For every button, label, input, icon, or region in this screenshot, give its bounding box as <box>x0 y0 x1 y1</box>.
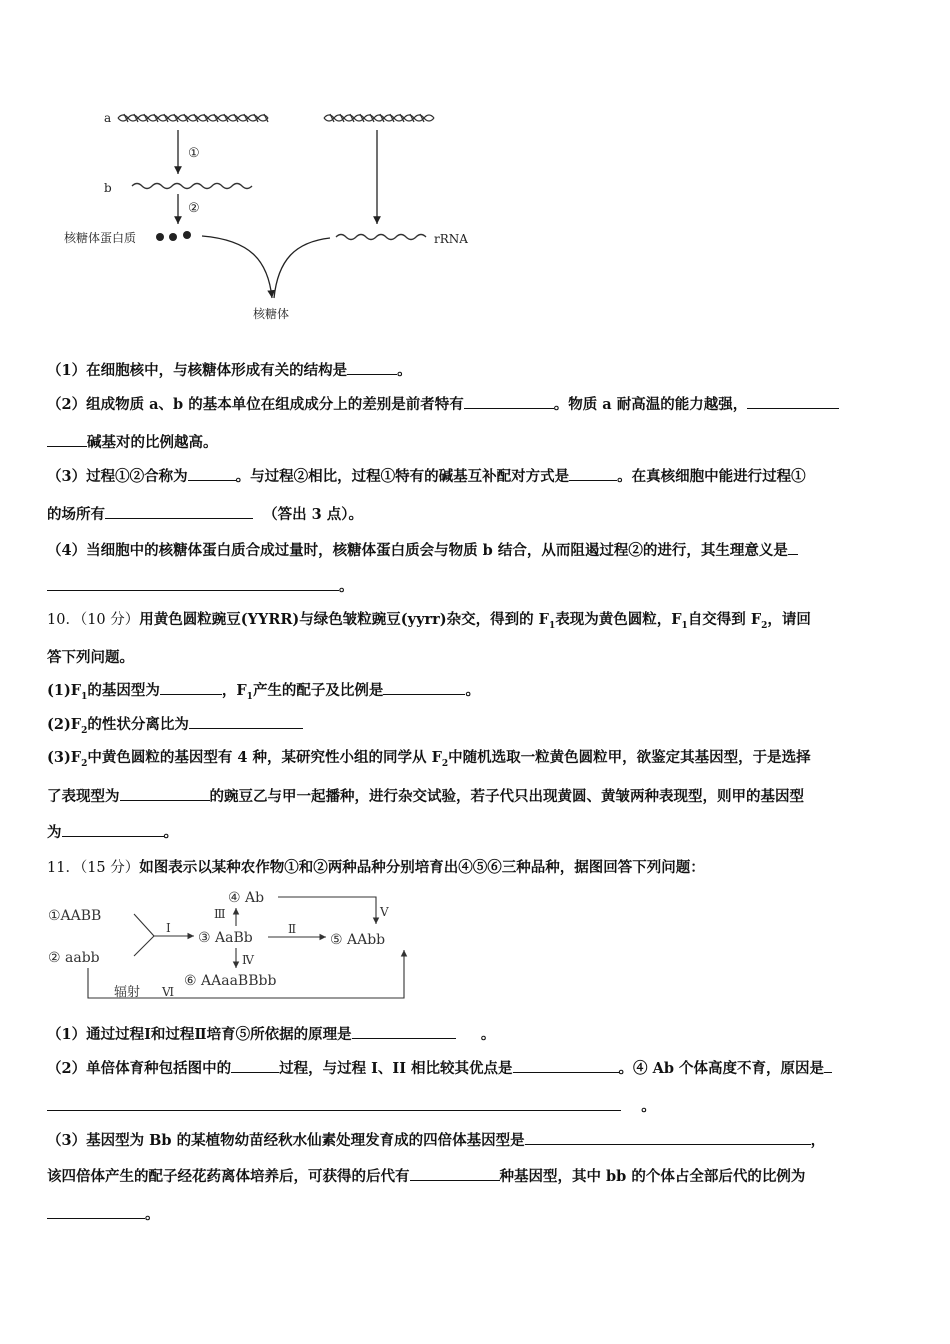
q9-p2-text-c: 碱基对的比例越高。 <box>87 434 218 451</box>
q9-part-1 <box>47 360 906 381</box>
q10-part-3-cont2: 为 。 <box>47 824 178 841</box>
q10-p3-text-d: 了表现型为 <box>47 788 120 805</box>
q9-p4-end: 。 <box>339 578 354 595</box>
q11-part-2: （2）单倍体育种包括图中的 过程，与过程 I、II 相比较其优点是 。④ Ab 个体高度不育，原因是 <box>47 1058 906 1079</box>
rrna-label: rRNA <box>434 232 468 246</box>
q11-intro <box>47 858 906 878</box>
q10-intro-text: 用黄色圆粒豌豆(YYRR)与绿色皱粒豌豆(yyrr)杂交，得到的 $F_1$表现为黄色圆粒，$F_1$自交得到 $F_2$，请回 <box>139 611 811 631</box>
answer-blank[interactable] <box>160 680 222 695</box>
q9-part-4-cont <box>47 576 906 597</box>
answer-blank[interactable] <box>231 1058 279 1073</box>
answer-blank[interactable] <box>569 466 617 481</box>
curve-protein-to-ribosome <box>202 236 272 298</box>
q9-p2-text-a: （2）组成物质 a、b 的基本单位在组成成分上的差别是前者特有 <box>47 396 464 413</box>
answer-blank[interactable] <box>347 360 397 375</box>
answer-blank[interactable] <box>383 680 465 695</box>
answer-blank[interactable] <box>824 1058 832 1073</box>
q9-part-3 <box>47 466 906 487</box>
line-n1 <box>134 914 154 936</box>
q9-part-4 <box>47 540 906 561</box>
q9-p2-text-b: 。物质 a 耐高温的能力越强， <box>553 396 748 413</box>
q11-p3-text: （3）基因型为 Bb 的某植物幼苗经秋水仙素处理发育成的四倍体基因型是 <box>47 1132 525 1149</box>
step-1-label: ① <box>188 146 200 161</box>
q11-number: 11． <box>47 860 80 876</box>
answer-blank[interactable] <box>120 786 210 801</box>
q11-score: （15 分） <box>79 860 140 876</box>
step-1-label: Ⅰ <box>166 921 171 935</box>
q10-part-2: $(2)F_2$的性状分离比为 <box>47 714 906 741</box>
node-1: ①AABB <box>48 908 102 924</box>
answer-blank[interactable] <box>525 1130 811 1145</box>
q11-p1-text: （1）通过过程Ⅰ和过程Ⅱ培育⑤所依据的原理是 <box>47 1026 352 1043</box>
q9-part-2 <box>47 394 906 415</box>
arrow-step-5 <box>278 897 376 924</box>
answer-blank[interactable] <box>105 504 253 519</box>
radiation-label: 辐射 <box>114 985 141 1000</box>
step-2-label: ② <box>188 201 200 216</box>
answer-blank[interactable] <box>410 1166 500 1181</box>
step-3-label: Ⅲ <box>214 907 226 921</box>
protein-dot <box>169 233 177 241</box>
q10-intro <box>47 610 906 636</box>
answer-blank[interactable] <box>188 466 236 481</box>
q9-p4-text-a: （4）当细胞中的核糖体蛋白质合成过量时，核糖体蛋白质会与物质 b 结合，从而阻遏过程②的进行，其生理意义是 <box>47 542 788 559</box>
answer-blank[interactable] <box>62 822 164 837</box>
label-b: b <box>104 181 112 195</box>
answer-blank[interactable] <box>788 540 798 555</box>
q11-p2-text: （2）单倍体育种包括图中的 <box>47 1060 232 1077</box>
protein-dot <box>183 231 191 239</box>
q11-p3-text-c: 该四倍体产生的配子经花药离体培养后，可获得的后代有 <box>47 1168 410 1185</box>
q10-score: （10 分） <box>79 612 140 628</box>
q11-part-2-cont: 。 <box>47 1096 906 1117</box>
q9-p3-text-b: 。与过程②相比，过程①特有的碱基互补配对方式是 <box>235 468 570 485</box>
dna-helix-right <box>324 114 434 122</box>
q10-intro-cont <box>47 648 906 668</box>
step-6-label: Ⅵ <box>162 985 175 999</box>
q10-number: 10． <box>47 612 80 628</box>
q11-part-3-cont: 该四倍体产生的配子经花药离体培养后，可获得的后代有 种基因型，其中 bb 的个体占全部后代的比例为 <box>47 1168 806 1185</box>
q10-p3-text-f: 为 <box>47 824 62 841</box>
line-n2 <box>134 936 154 956</box>
q11-part-3-cont2: 。 <box>47 1204 906 1225</box>
ribosome-formation-diagram <box>64 100 480 332</box>
q9-p1-text: （1）在细胞核中，与核糖体形成有关的结构是 <box>47 362 348 379</box>
q9-part-2-cont <box>47 432 906 453</box>
answer-blank[interactable] <box>47 1096 621 1111</box>
label-a: a <box>104 111 112 125</box>
q10-part-1: $(1)F_1$的基因型为 ，$F_1$产生的配子及比例是 。 <box>47 682 480 702</box>
node-5: ⑤ AAbb <box>330 932 386 948</box>
q10-part-3: $(3)F_2$中黄色圆粒的基因型有 4 种，某研究性小组的同学从 $F_2$中随机选取一粒黄色圆粒甲，欲鉴定其基因型，于是选择 <box>47 749 811 769</box>
step-2-label: Ⅱ <box>288 922 297 936</box>
ribosomal-protein-label: 核糖体蛋白质 <box>64 231 137 245</box>
answer-blank[interactable] <box>47 432 87 447</box>
q9-p3-text-d: 的场所有 <box>47 506 105 523</box>
dna-helix-a <box>118 114 268 122</box>
q9-p1-end: 。 <box>397 362 412 379</box>
breeding-diagram <box>46 888 426 1004</box>
q10-p1-text: (1)F <box>47 682 82 699</box>
curve-rrna-to-ribosome <box>274 238 330 298</box>
q10-p3-text: (3)F <box>47 749 82 766</box>
q9-p3-text-a: （3）过程①②合称为 <box>47 468 188 485</box>
answer-blank[interactable] <box>352 1024 456 1039</box>
node-4: ④ Ab <box>228 890 265 906</box>
answer-blank[interactable] <box>464 394 554 409</box>
answer-blank[interactable] <box>513 1058 619 1073</box>
rrna-strand <box>336 235 426 240</box>
node-6: ⑥ AAaaBBbb <box>184 973 277 989</box>
q11-intro-text: 如图表示以某种农作物①和②两种品种分别培育出④⑤⑥三种品种，据图回答下列问题： <box>139 859 705 876</box>
answer-blank[interactable] <box>747 394 839 409</box>
ribosome-label: 核糖体 <box>253 307 290 321</box>
answer-blank[interactable] <box>47 1204 145 1219</box>
step-5-label: Ⅴ <box>380 905 389 919</box>
mrna-strand-b <box>132 184 252 189</box>
q9-p3-text-e: （答出 3 点）。 <box>263 506 364 523</box>
step-4-label: Ⅳ <box>242 953 254 967</box>
protein-dot <box>156 233 164 241</box>
q11-part-1: （1）通过过程Ⅰ和过程Ⅱ培育⑤所依据的原理是 。 <box>47 1026 496 1043</box>
q9-part-3-cont <box>47 504 906 525</box>
answer-blank[interactable] <box>47 576 339 591</box>
node-3: ③ AaBb <box>198 930 253 946</box>
node-2: ② aabb <box>48 950 100 966</box>
q9-p3-text-c: 。在真核细胞中能进行过程① <box>617 468 806 485</box>
q11-part-3: （3）基因型为 Bb 的某植物幼苗经秋水仙素处理发育成的四倍体基因型是 ， <box>47 1132 826 1149</box>
q10-part-3-cont: 了表现型为 的豌豆乙与甲一起播种，进行杂交试验，若子代只出现黄圆、黄皱两种表现型，则甲的基因型 <box>47 788 804 805</box>
q10-intro-end: 答下列问题。 <box>47 649 134 666</box>
answer-blank[interactable] <box>189 714 303 729</box>
q10-p2-text: (2)F <box>47 716 82 733</box>
